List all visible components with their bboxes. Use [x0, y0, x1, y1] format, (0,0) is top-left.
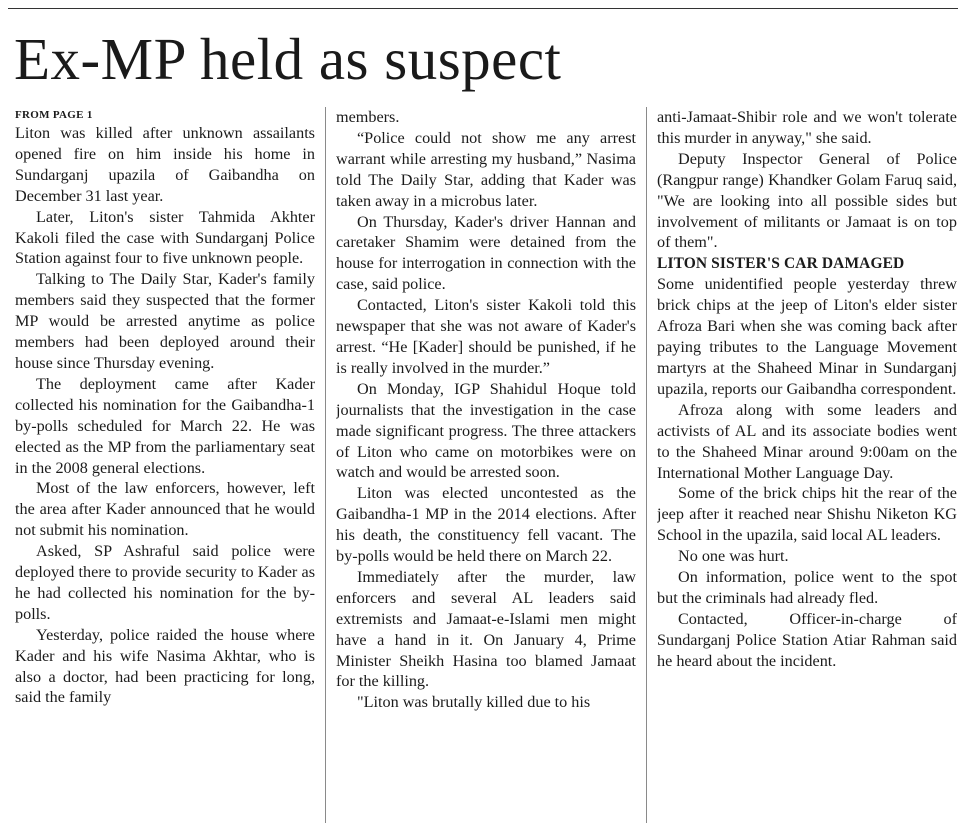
paragraph: The deployment came after Kader collected his nomination for the Gaibandha-1 by-polls scheduled for March 22. He was elected as the MP from the parliamentary seat in the 2008 general elections.: [15, 374, 315, 477]
article-column-1: [15, 107, 315, 827]
paragraph: Contacted, Liton's sister Kakoli told this newspaper that she was not aware of Kader's arrest. “He [Kader] should be punished, if he is really involved in the murder.”: [336, 296, 636, 377]
paragraph: members.: [336, 108, 400, 126]
paragraph: Immediately after the murder, law enforcers and several AL leaders said extremists and Jamaat-e-Islami men might have a hand in it. On January 4, Prime Minister Sheikh Hasina too blamed Jamaat for the killing.: [336, 567, 636, 691]
subheading: LITON SISTER'S CAR DAMAGED: [657, 255, 905, 273]
article-column-3: [657, 107, 957, 827]
paragraph: Liton was killed after unknown assailants opened fire on him inside his home in Sundarganj upazila of Gaibandha on December 31 last year.: [15, 124, 315, 205]
paragraph: Later, Liton's sister Tahmida Akhter Kakoli filed the case with Sundarganj Police Station against four to five unknown people.: [15, 207, 315, 268]
paragraph: Deputy Inspector General of Police (Rangpur range) Khandker Golam Faruq said, "We are looking into all possible sides but involvement of militants or Jamaat is on top of them".: [657, 149, 957, 252]
column-rule: [325, 107, 326, 823]
paragraph: On Monday, IGP Shahidul Hoque told journalists that the investigation in the case made significant progress. The three attackers of Liton who came on motorbikes were on watch and would be arrested soon.: [336, 379, 636, 482]
column-rule: [646, 107, 647, 823]
paragraph: “Police could not show me any arrest warrant while arresting my husband,” Nasima told The Daily Star, adding that Kader was taken away in a microbus later.: [336, 128, 636, 210]
paragraph: On information, police went to the spot but the criminals had already fled.: [657, 568, 957, 607]
paragraph: On Thursday, Kader's driver Hannan and caretaker Shamim were detained from the house for interrogation in connection with the case, said police.: [336, 212, 636, 294]
paragraph: Talking to The Daily Star, Kader's family members said they suspected that the former MP would be arrested anytime as police members had been deployed around their house since Thursday evening.: [15, 270, 315, 372]
paragraph: Afroza along with some leaders and activists of AL and its associate bodies went to the Shaheed Minar around 9:00am on the International Mother Language Day.: [657, 400, 957, 482]
paragraph: Asked, SP Ashraful said police were deployed there to provide security to Kader as he had collected his nomination for the by-polls.: [15, 542, 315, 623]
paragraph: Some of the brick chips hit the rear of the jeep after it reached near Shishu Niketon KG School in the upazila, said local AL leaders.: [657, 484, 957, 545]
paragraph: anti-Jamaat-Shibir role and we won't tolerate this murder in anyway," she said.: [657, 108, 957, 147]
paragraph: Yesterday, police raided the house where Kader and his wife Nasima Akhtar, who is also a doctor, had been practicing for long, said the family: [15, 625, 315, 707]
paragraph: Most of the law enforcers, however, left the area after Kader announced that he would not submit his nomination.: [15, 479, 315, 540]
headline: Ex-MP held as suspect: [14, 26, 562, 92]
top-rule: [8, 8, 958, 9]
paragraph: No one was hurt.: [678, 547, 789, 566]
jump-label: FROM PAGE 1: [15, 109, 93, 121]
paragraph: Liton was elected uncontested as the Gaibandha-1 MP in the 2014 elections. After his death, the constituency fell vacant. The by-polls would be held there on March 22.: [336, 484, 636, 566]
paragraph: "Liton was brutally killed due to his: [357, 693, 591, 712]
paragraph: Some unidentified people yesterday threw brick chips at the jeep of Liton's elder sister Afroza Bari when she was coming back after paying tributes to the Language Movement martyrs at the Shaheed Minar in Sundarganj upazila, reports our Gaibandha correspondent.: [657, 275, 957, 398]
paragraph: Contacted, Officer-in-charge of Sundarganj Police Station Atiar Rahman said he heard about the incident.: [657, 609, 957, 670]
article-column-2: [336, 107, 636, 827]
